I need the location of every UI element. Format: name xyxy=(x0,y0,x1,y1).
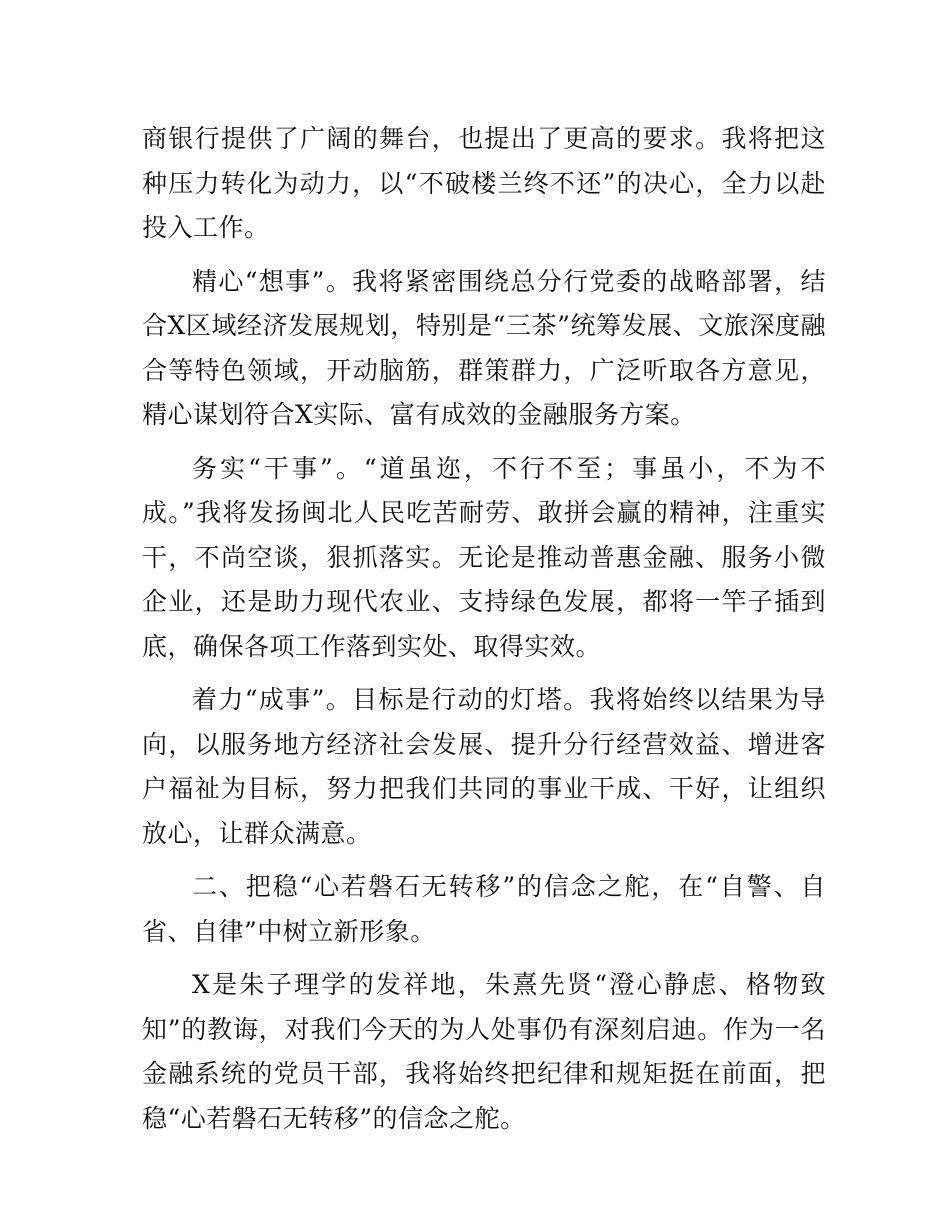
paragraph-achieve: 着力“成事”。目标是行动的灯塔。我将始终以结果为导向，以服务地方经济社会发展、提升分行经营效益、增进客户福祉为目标，努力把我们共同的事业干成、干好，让组织放心，让群众满意。 xyxy=(142,685,826,848)
paragraph-continuation: 商银行提供了广阔的舞台，也提出了更高的要求。我将把这种压力转化为动力，以“不破楼兰终不还”的决心，全力以赴投入工作。 xyxy=(142,124,826,242)
paragraph-zhu-xi: X是朱子理学的发祥地，朱熹先贤“澄心静虑、格物致知”的教诲，对我们今天的为人处事仍有深刻启迪。作为一名金融系统的党员干部，我将始终把纪律和规矩挺在前面，把稳“心若磐石无转移”的信念之舵。 xyxy=(142,970,826,1133)
document-body xyxy=(142,117,826,1150)
paragraph-think: 精心“想事”。我将紧密围绕总分行党委的战略部署，结合X区域经济发展规划，特别是“三茶”统筹发展、文旅深度融合等特色领域，开动脑筋，群策群力，广泛听取各方意见，精心谋划符合X实际、富有成效的金融服务方案。 xyxy=(142,266,826,429)
section-heading-two: 二、把稳“心若磐石无转移”的信念之舵，在“自警、自省、自律”中树立新形象。 xyxy=(142,872,826,946)
paragraph-do: 务实“干事”。“道虽迩，不行不至；事虽小，不为不成。”我将发扬闽北人民吃苦耐劳、敢拼会赢的精神，注重实干，不尚空谈，狠抓落实。无论是推动普惠金融、服务小微企业，还是助力现代农业、支持绿色发展，都将一竿子插到底，确保各项工作落到实处、取得实效。 xyxy=(142,453,826,661)
